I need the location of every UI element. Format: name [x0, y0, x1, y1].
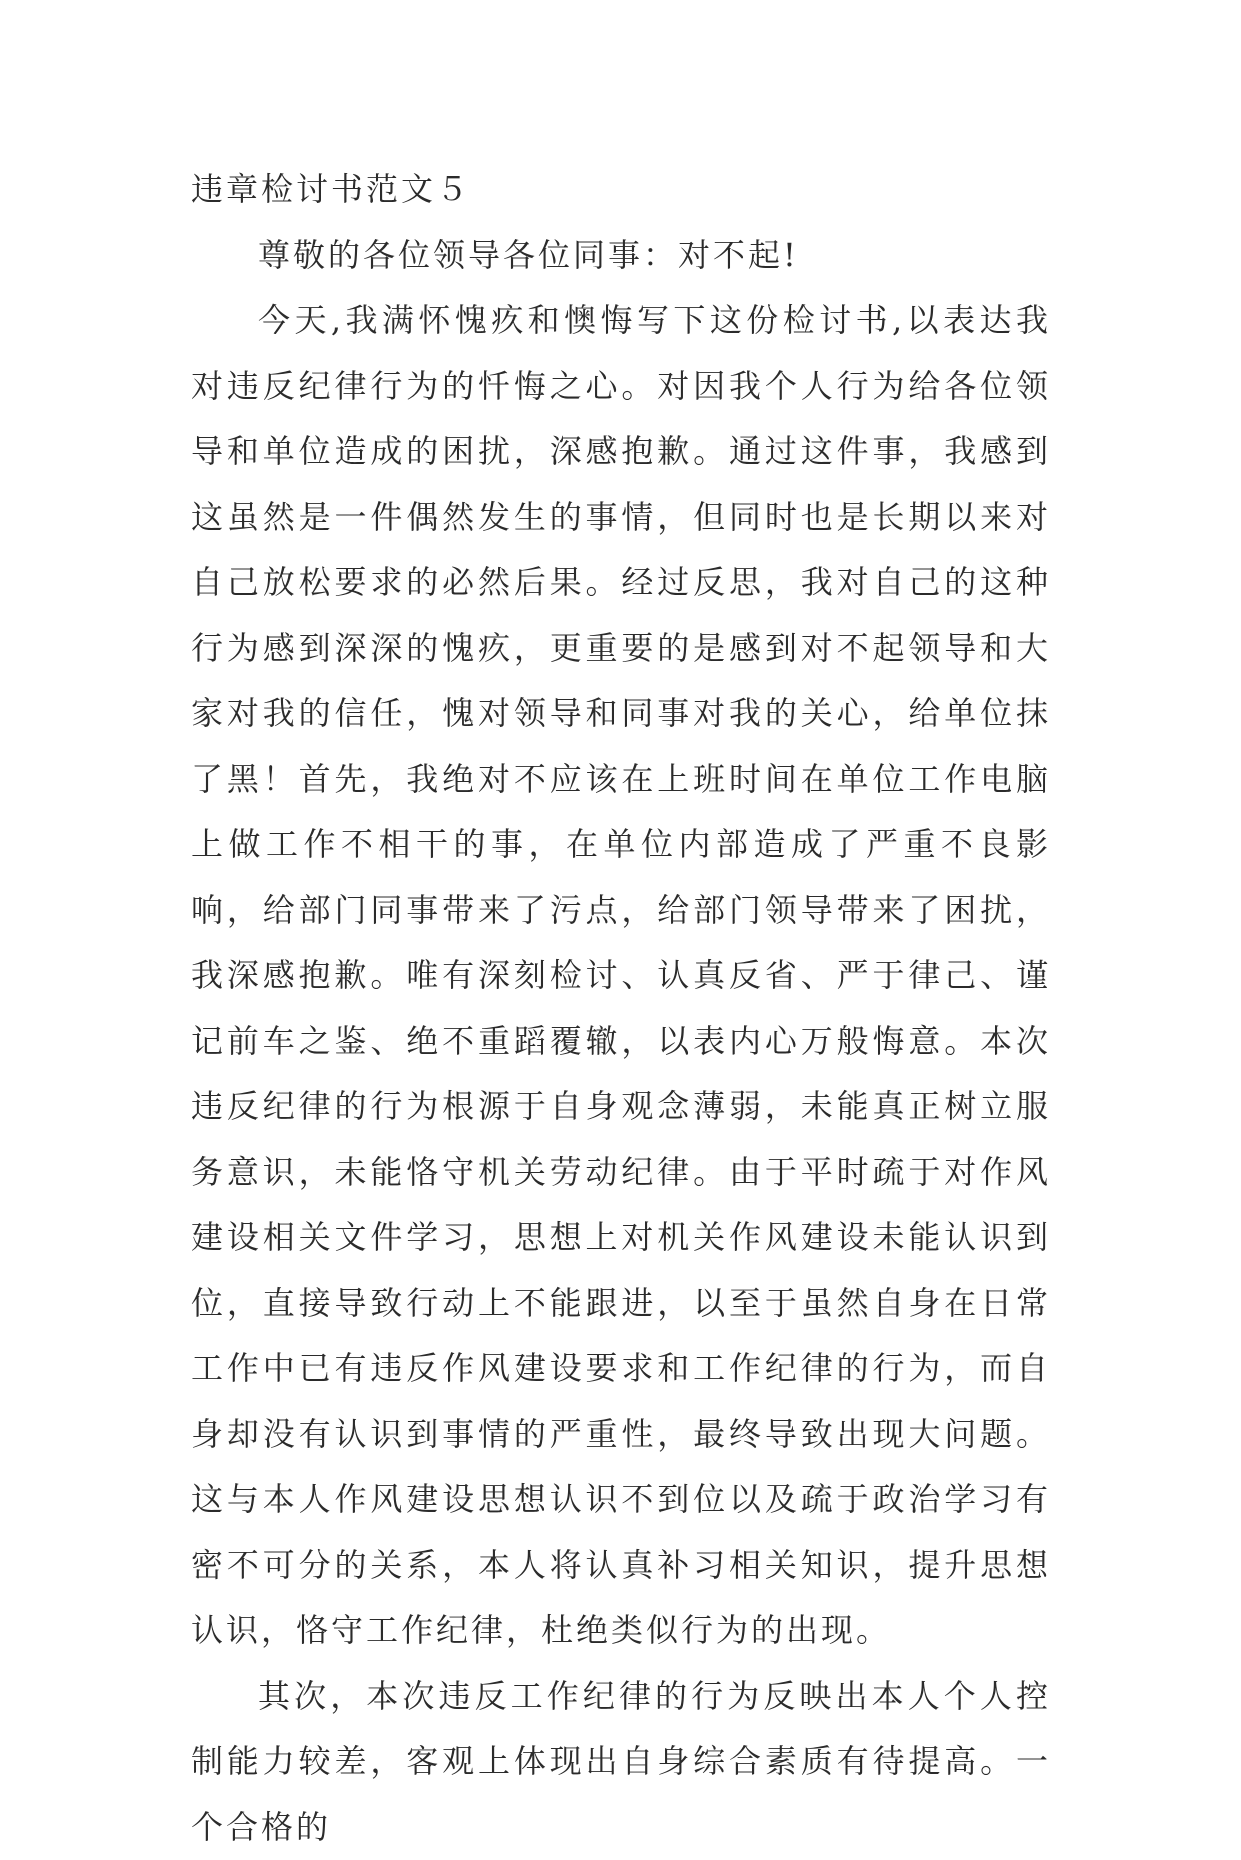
document-body [191, 157, 1051, 1860]
salutation: 尊敬的各位领导各位同事：对不起! [191, 223, 1051, 289]
document-title: 违章检讨书范文５ [191, 157, 1051, 223]
body-paragraph: 其次，本次违反工作纪律的行为反映出本人个人控制能力较差，客观上体现出自身综合素质有待提高。一个合格的 [191, 1664, 1051, 1860]
body-paragraph: 今天,我满怀愧疚和懊悔写下这份检讨书,以表达我对违反纪律行为的忏悔之心。对因我个人行为给各位领导和单位造成的困扰，深感抱歉。通过这件事，我感到这虽然是一件偶然发生的事情，但同时也是长期以来对自己放松要求的必然后果。经过反思，我对自己的这种行为感到深深的愧疚，更重要的是感到对不起领导和大家对我的信任，愧对领导和同事对我的关心，给单位抹了黑！首先，我绝对不应该在上班时间在单位工作电脑上做工作不相干的事，在单位内部造成了严重不良影响，给部门同事带来了污点，给部门领导带来了困扰，我深感抱歉。唯有深刻检讨、认真反省、严于律己、谨记前车之鉴、绝不重蹈覆辙，以表内心万般悔意。本次违反纪律的行为根源于自身观念薄弱，未能真正树立服务意识，未能恪守机关劳动纪律。由于平时疏于对作风建设相关文件学习，思想上对机关作风建设未能认识到位，直接导致行动上不能跟进，以至于虽然自身在日常工作中已有违反作风建设要求和工作纪律的行为，而自身却没有认识到事情的严重性，最终导致出现大问题。这与本人作风建设思想认识不到位以及疏于政治学习有密不可分的关系，本人将认真补习相关知识，提升思想认识，恪守工作纪律，杜绝类似行为的出现。 [191, 288, 1051, 1664]
